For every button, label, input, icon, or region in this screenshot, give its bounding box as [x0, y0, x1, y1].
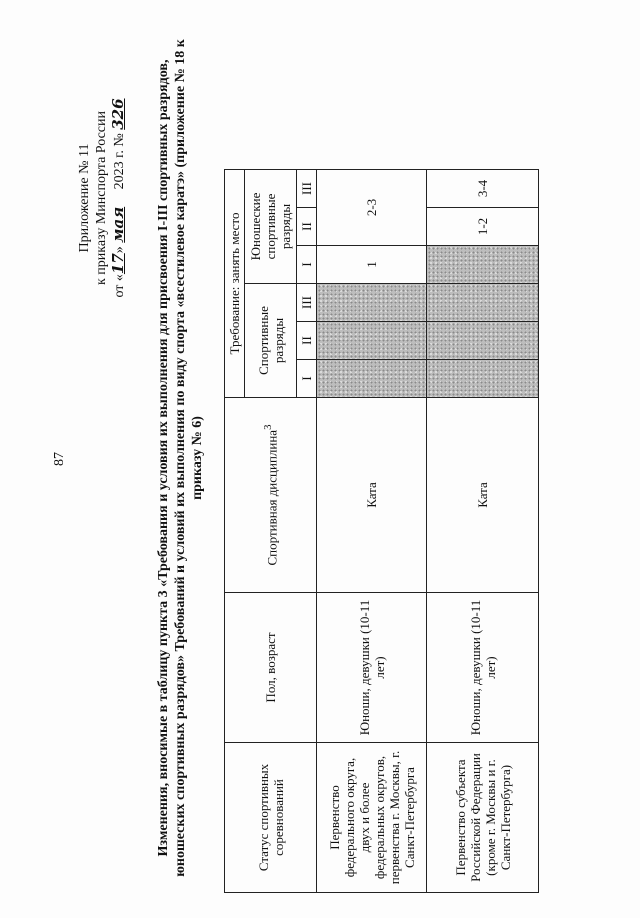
header-discipline — [225, 398, 317, 593]
row1-gender-age: Юноши, девушки (10-11 лет) — [317, 593, 427, 743]
header-status: Статус спортивных соревнований — [225, 743, 317, 893]
date-from-label: от « — [112, 274, 127, 298]
row1-youth-rank-2-3: 2-3 — [317, 170, 427, 246]
header-youth-rank-2: II — [297, 208, 317, 246]
document-title: Изменения, вносимые в таблицу пункта 3 «Требования и условия их выполнения для присвоения I-III спортивных разрядов, юношеских спортивных разрядов» Требований и условий их выполнения по виду спорта «всестилевое каратэ» (приложение № 18 к приказу № 6) — [156, 39, 205, 877]
row1-youth-rank-1: 1 — [317, 246, 427, 284]
requirements-table — [224, 169, 539, 893]
handwritten-day: 17 — [109, 253, 127, 275]
appendix-block — [76, 18, 128, 378]
date-quote-close: » — [112, 246, 127, 254]
row2-status: Первенство субъекта Российской Федерации (кроме г. Москвы и г. Санкт-Петербурга) — [427, 743, 539, 893]
table-row — [317, 170, 427, 893]
row2-discipline: Ката — [427, 398, 539, 593]
row1-sport-rank-1-shaded — [317, 360, 427, 398]
appendix-date-line — [110, 18, 128, 378]
row1-sport-rank-3-shaded — [317, 284, 427, 322]
appendix-title: Приложение № 11 — [77, 143, 92, 253]
appendix-order-ref: к приказу Минспорта России — [94, 111, 109, 285]
header-sport-rank-2: II — [297, 322, 317, 360]
row1-status: Первенство федерального округа, двух и более федеральных округов, первенства г. Москвы, г. Санкт-Петербурга — [317, 743, 427, 893]
header-gender-age: Пол, возраст — [225, 593, 317, 743]
header-requirement: Требование: занять место — [225, 170, 245, 398]
handwritten-order-number: 326 — [109, 98, 127, 130]
page-number: 87 — [52, 452, 67, 466]
header-sport-ranks: Спортивные разряды — [245, 284, 297, 398]
row1-sport-rank-2-shaded — [317, 322, 427, 360]
header-discipline-text: Спортивная дисциплина — [264, 429, 280, 566]
table-row — [427, 170, 539, 893]
row2-sport-rank-1-shaded — [427, 360, 539, 398]
date-year-label: 2023 г. № — [112, 133, 127, 190]
header-sport-rank-1: I — [297, 360, 317, 398]
header-youth-rank-1: I — [297, 246, 317, 284]
header-youth-ranks: Юношеские спортивные разряды — [245, 170, 297, 284]
header-youth-rank-3: III — [297, 170, 317, 208]
row2-gender-age: Юноши, девушки (10-11 лет) — [427, 593, 539, 743]
row2-sport-rank-3-shaded — [427, 284, 539, 322]
row2-youth-rank-2: 1-2 — [427, 208, 539, 246]
header-sport-rank-3: III — [297, 284, 317, 322]
row2-youth-rank-1-shaded — [427, 246, 539, 284]
handwritten-month: мая — [109, 206, 127, 243]
header-discipline-footnote: 3 — [262, 424, 275, 430]
row2-youth-rank-3: 3-4 — [427, 170, 539, 208]
row2-sport-rank-2-shaded — [427, 322, 539, 360]
row1-discipline: Ката — [317, 398, 427, 593]
